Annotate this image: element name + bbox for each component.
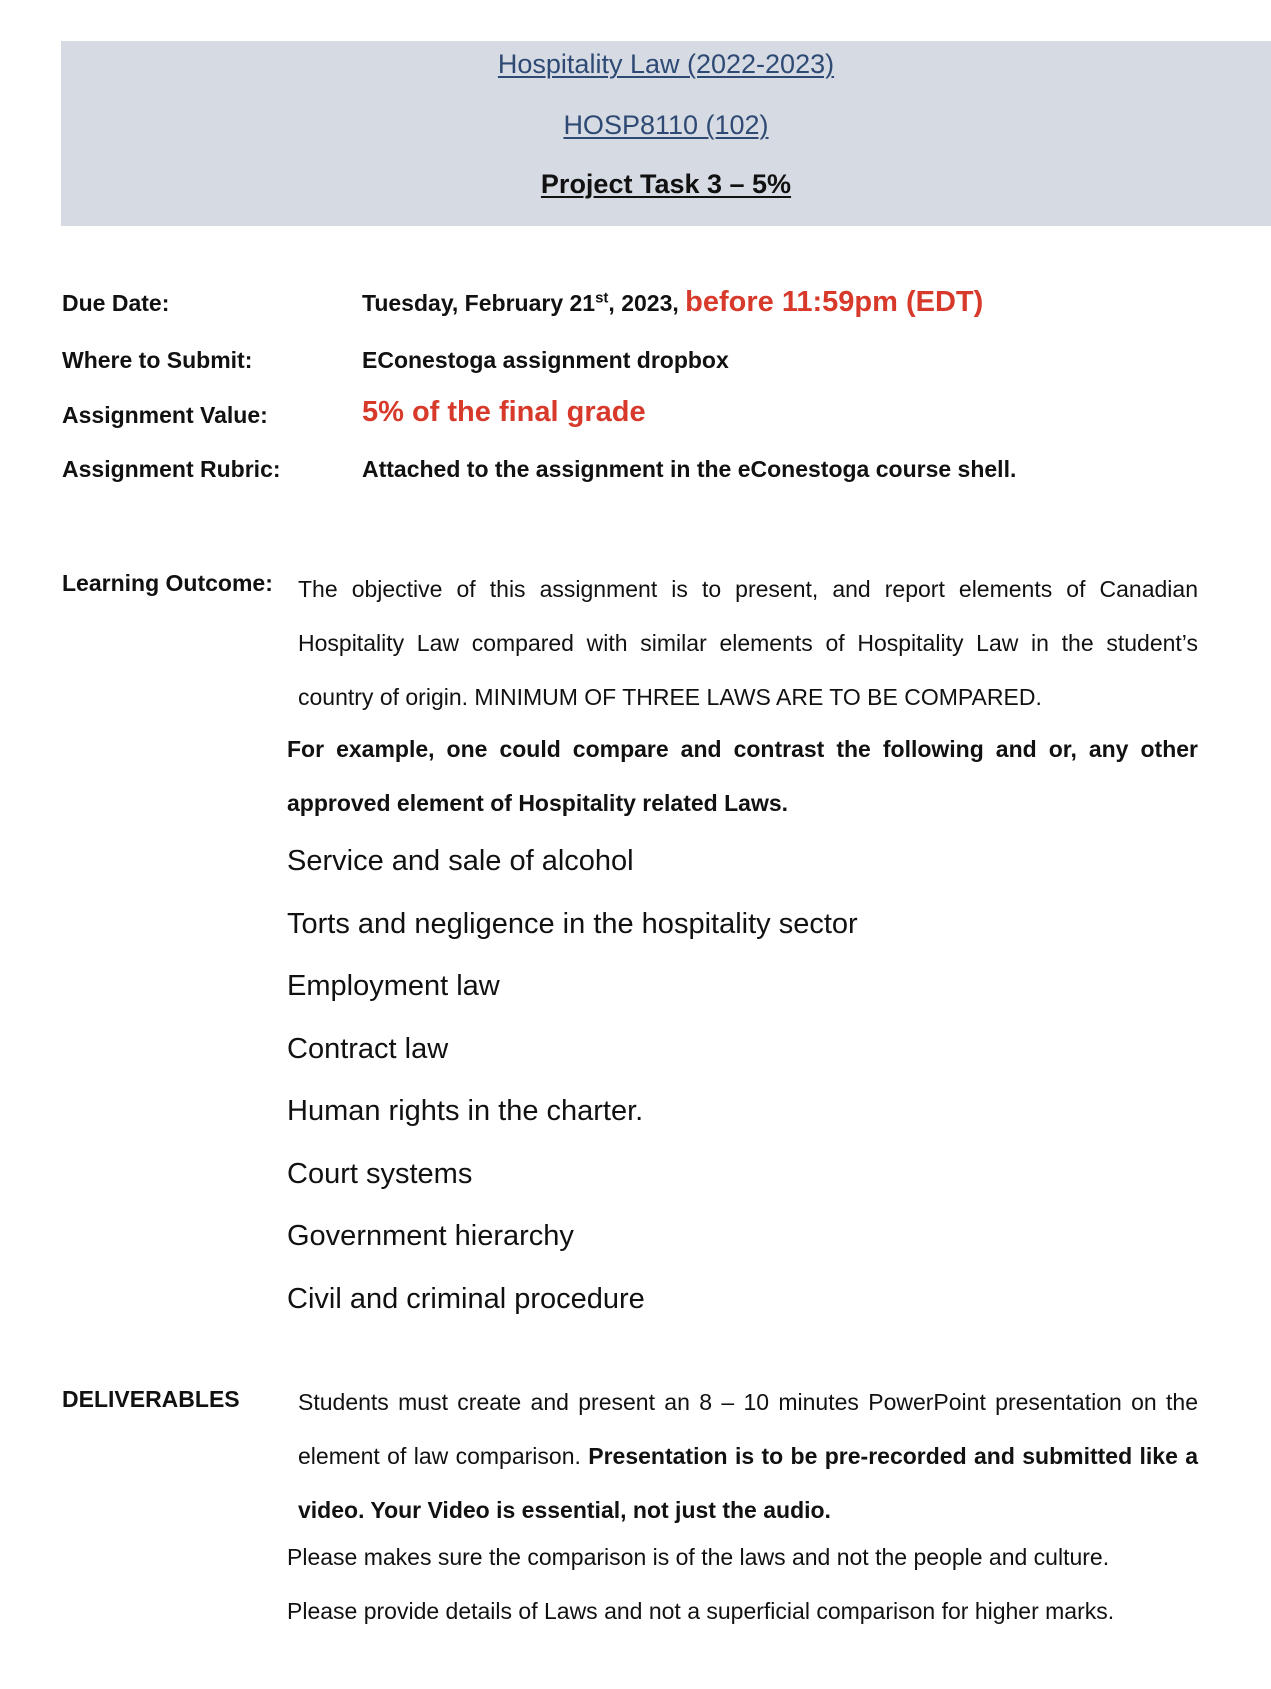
learning-outcome-label: Learning Outcome:: [62, 570, 273, 596]
course-title: Hospitality Law (2022-2023): [497, 49, 835, 79]
deliverables-bold-text: Presentation is to be pre-recorded and submitted like a video. Your Video is essential, not just the audio.: [298, 1443, 1199, 1523]
due-date-year: , 2023,: [608, 290, 679, 316]
deliverables-label: DELIVERABLES: [62, 1386, 240, 1412]
due-date-row: [62, 284, 1212, 320]
due-date-label: Due Date:: [62, 290, 170, 316]
assignment-rubric-label: Assignment Rubric:: [62, 456, 281, 482]
law-topic-item: Torts and negligence in the hospitality sector: [287, 907, 858, 940]
assignment-value-row: [62, 396, 1212, 432]
law-topic-item: Contract law: [287, 1032, 449, 1065]
law-topic-item: Civil and criminal procedure: [287, 1282, 645, 1315]
assignment-rubric-value: Attached to the assignment in the eConestoga course shell.: [362, 456, 1017, 482]
submit-location-label: Where to Submit:: [62, 347, 253, 373]
deliverables-note-comparison: Please makes sure the comparison is of the laws and not the people and culture.: [287, 1544, 1110, 1570]
due-date-text: Tuesday, February 21: [362, 290, 596, 316]
learning-outcome-example: For example, one could compare and contrast the following and or, any other approved element of Hospitality related Laws.: [287, 736, 1198, 816]
law-topic-item: Service and sale of alcohol: [287, 845, 634, 877]
assignment-value-value: 5% of the final grade: [362, 396, 646, 428]
due-date-value: [362, 286, 983, 319]
submit-location-row: [62, 341, 1212, 377]
assignment-rubric-row: [62, 450, 1212, 486]
law-topic-item: Government hierarchy: [287, 1220, 574, 1252]
task-title: Project Task 3 – 5%: [540, 169, 792, 199]
due-date-deadline: before 11:59pm (EDT): [685, 286, 984, 318]
deliverables-text: [298, 1375, 1198, 1537]
law-topic-list: [287, 830, 1187, 1330]
law-topic-item: Court systems: [287, 1157, 473, 1190]
law-topic-item: Employment law: [287, 970, 500, 1002]
assignment-value-label: Assignment Value:: [62, 402, 268, 428]
due-date-ordinal: st: [595, 289, 609, 307]
submit-location-value: EConestoga assignment dropbox: [362, 347, 729, 373]
header-band: [61, 41, 1271, 226]
law-topic-item: Human rights in the charter.: [287, 1095, 644, 1127]
learning-outcome-text: The objective of this assignment is to present, and report elements of Canadian Hospitality Law compared with similar elements of Hospitality Law in the student’s country of origin. MINIMUM OF THREE LAWS ARE TO BE COMPARED.: [298, 576, 1198, 710]
deliverables-note-details: Please provide details of Laws and not a superficial comparison for higher marks.: [287, 1598, 1115, 1624]
deliverables-plain-text: Students must create and present an 8 – 10 minutes PowerPoint presentation on the element of law comparison.: [298, 1389, 1198, 1469]
course-code: HOSP8110 (102): [563, 110, 769, 140]
